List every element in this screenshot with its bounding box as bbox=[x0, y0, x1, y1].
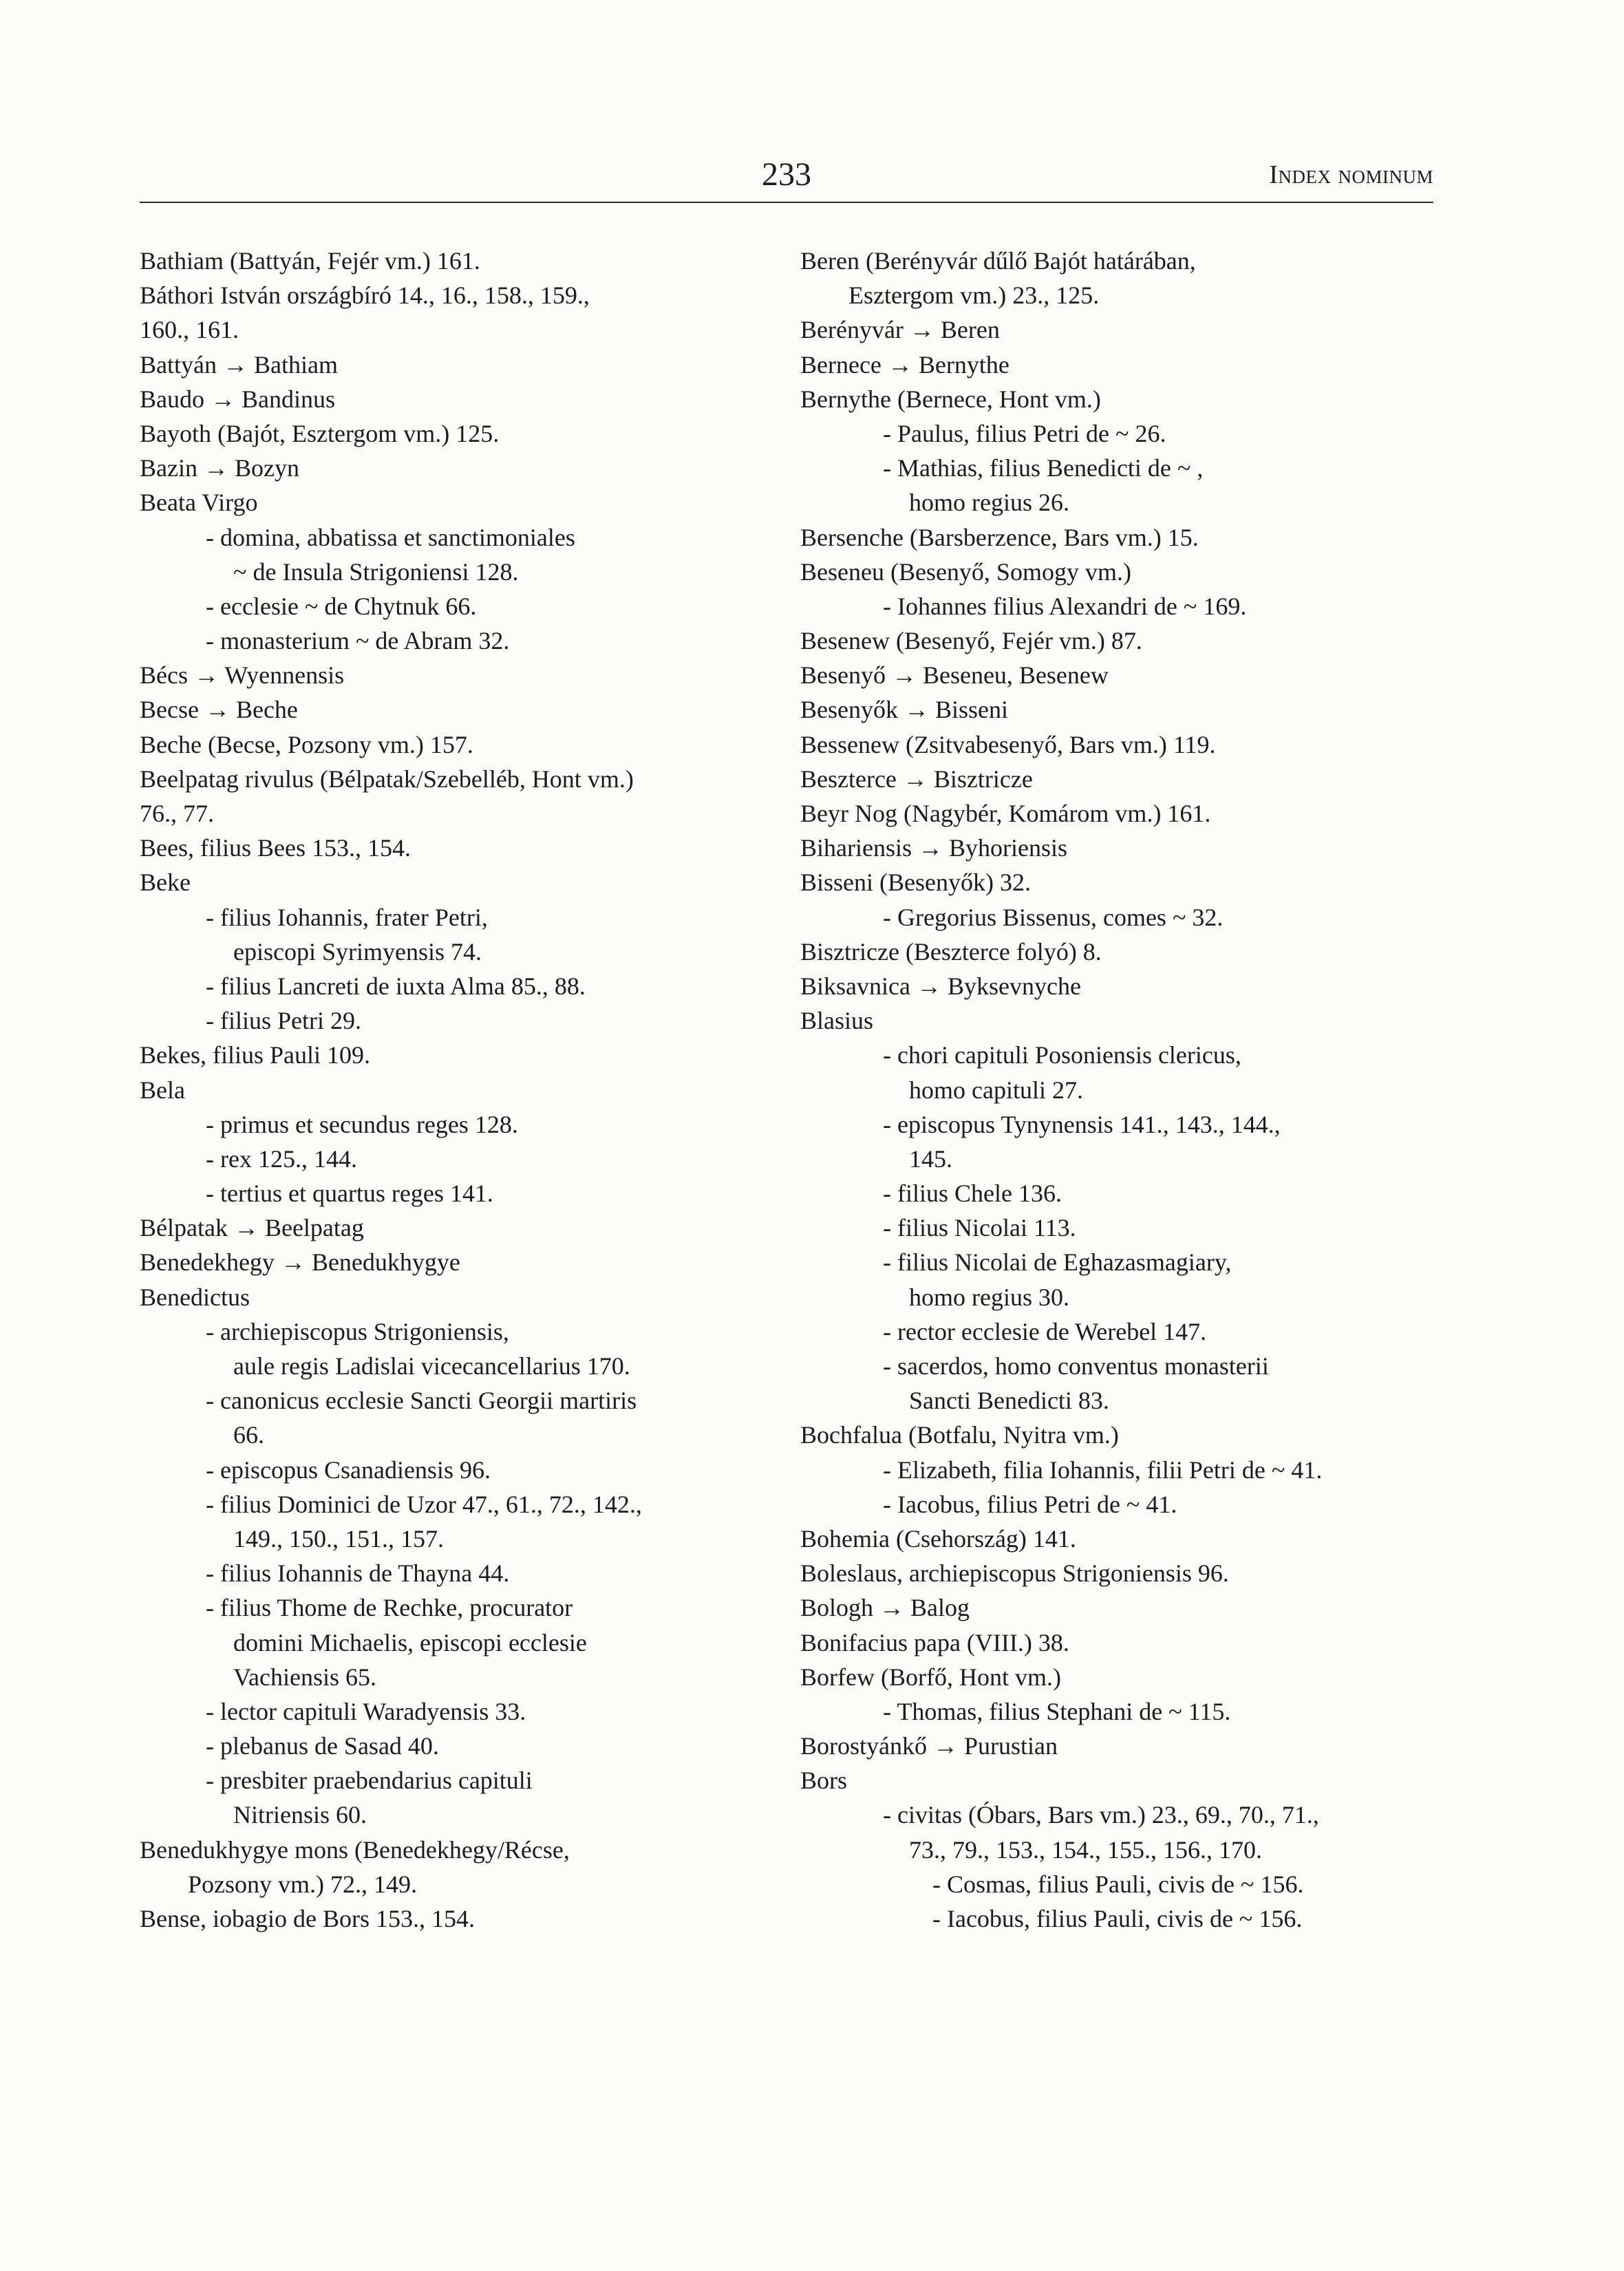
index-entry: Beyr Nog (Nagybér, Komárom vm.) 161. bbox=[800, 800, 1211, 827]
index-entry: 160., 161. bbox=[140, 316, 239, 344]
index-entry: - civitas (Óbars, Bars vm.) 23., 69., 70., 71., bbox=[883, 1801, 1319, 1829]
index-entry: Bekes, filius Pauli 109. bbox=[140, 1041, 370, 1069]
index-entry: Beren (Berényvár dűlő Bajót határában, bbox=[800, 247, 1196, 275]
index-entry: - Paulus, filius Petri de ~ 26. bbox=[883, 419, 1166, 447]
index-entry: Borostyánkő → Purustian bbox=[800, 1732, 1058, 1760]
index-entry: - episcopus Csanadiensis 96. bbox=[206, 1456, 491, 1484]
index-entry: Báthori István országbíró 14., 16., 158., 159., bbox=[140, 281, 590, 310]
index-entry: Bisseni (Besenyők) 32. bbox=[800, 868, 1031, 897]
index-entry: Benedukhygye mons (Benedekhegy/Récse, bbox=[140, 1835, 570, 1864]
page-number: 233 bbox=[762, 156, 811, 193]
index-entry: - sacerdos, homo conventus monasterii bbox=[883, 1352, 1269, 1380]
index-entry: Beelpatag rivulus (Bélpatak/Szebelléb, Hont vm.) bbox=[140, 765, 634, 793]
index-entry: - rector ecclesie de Werebel 147. bbox=[883, 1317, 1207, 1345]
index-entry: Becse → Beche bbox=[140, 696, 298, 724]
index-entry: 145. bbox=[909, 1144, 952, 1173]
index-entry: - primus et secundus reges 128. bbox=[206, 1110, 518, 1138]
index-entry: - Elizabeth, filia Iohannis, filii Petri de ~ 41. bbox=[883, 1456, 1323, 1484]
index-entry: Beke bbox=[140, 868, 191, 897]
index-entry: Blasius bbox=[800, 1007, 874, 1035]
index-entry: Bernythe (Bernece, Hont vm.) bbox=[800, 385, 1101, 413]
index-entry: Bisztricze (Beszterce folyó) 8. bbox=[800, 937, 1102, 966]
index-entry: Bologh → Balog bbox=[800, 1594, 970, 1622]
page-header bbox=[140, 147, 1433, 202]
index-column-right bbox=[800, 244, 1447, 1936]
index-entry: aule regis Ladislai vicecancellarius 170. bbox=[233, 1352, 630, 1380]
index-entry: Pozsony vm.) 72., 149. bbox=[188, 1870, 417, 1898]
index-entry: homo regius 30. bbox=[909, 1283, 1069, 1311]
index-entry: Bazin → Bozyn bbox=[140, 454, 299, 482]
index-entry: Beata Virgo bbox=[140, 489, 258, 517]
index-entry: Esztergom vm.) 23., 125. bbox=[848, 281, 1100, 310]
index-entry: - archiepiscopus Strigoniensis, bbox=[206, 1317, 509, 1345]
index-entry: Benedictus bbox=[140, 1283, 250, 1311]
index-entry: ~ de Insula Strigoniensi 128. bbox=[233, 557, 519, 586]
index-entry: Battyán → Bathiam bbox=[140, 350, 338, 378]
index-entry: Bees, filius Bees 153., 154. bbox=[140, 834, 411, 862]
index-entry: domini Michaelis, episcopi ecclesie bbox=[233, 1628, 587, 1656]
index-entry: Besenew (Besenyő, Fejér vm.) 87. bbox=[800, 627, 1142, 655]
index-entry: Besenyő → Beseneu, Besenew bbox=[800, 661, 1109, 690]
running-title: Index nominum bbox=[1269, 160, 1433, 189]
index-entry: - filius Petri 29. bbox=[206, 1007, 361, 1035]
index-entry: - canonicus ecclesie Sancti Georgii martiris bbox=[206, 1387, 637, 1415]
index-entry: Bonifacius papa (VIII.) 38. bbox=[800, 1628, 1069, 1656]
index-entry: episcopi Syrimyensis 74. bbox=[233, 937, 482, 966]
index-entry: Bathiam (Battyán, Fejér vm.) 161. bbox=[140, 247, 480, 275]
index-entry: Bernece → Bernythe bbox=[800, 350, 1009, 378]
index-entry: Bécs → Wyennensis bbox=[140, 661, 345, 690]
index-entry: Bela bbox=[140, 1076, 185, 1104]
index-entry: - Iacobus, filius Pauli, civis de ~ 156. bbox=[932, 1905, 1303, 1932]
index-entry: Bayoth (Bajót, Esztergom vm.) 125. bbox=[140, 419, 500, 447]
index-entry: - plebanus de Sasad 40. bbox=[206, 1732, 439, 1760]
index-entry: - Gregorius Bissenus, comes ~ 32. bbox=[883, 903, 1224, 931]
index-entry: Beszterce → Bisztricze bbox=[800, 765, 1033, 793]
index-entry: Bélpatak → Beelpatag bbox=[140, 1214, 364, 1242]
index-entry: Beseneu (Besenyő, Somogy vm.) bbox=[800, 557, 1131, 586]
index-entry: 76., 77. bbox=[140, 800, 214, 827]
index-entry: Bochfalua (Botfalu, Nyitra vm.) bbox=[800, 1421, 1119, 1449]
index-entry: Biksavnica → Byksevnyche bbox=[800, 972, 1081, 1000]
index-entry: - monasterium ~ de Abram 32. bbox=[206, 627, 510, 655]
index-entry: - filius Dominici de Uzor 47., 61., 72., 142., bbox=[206, 1490, 642, 1518]
header-rule bbox=[140, 202, 1433, 203]
index-entry: Bessenew (Zsitvabesenyő, Bars vm.) 119. bbox=[800, 730, 1216, 758]
index-entry: Benedekhegy → Benedukhygye bbox=[140, 1248, 460, 1277]
index-entry: - filius Chele 136. bbox=[883, 1180, 1062, 1208]
index-entry: - filius Nicolai de Eghazasmagiary, bbox=[883, 1248, 1232, 1277]
index-entry: - filius Iohannis de Thayna 44. bbox=[206, 1559, 510, 1588]
index-entry: - ecclesie ~ de Chytnuk 66. bbox=[206, 592, 477, 620]
index-entry: Bense, iobagio de Bors 153., 154. bbox=[140, 1905, 475, 1932]
index-entry: 149., 150., 151., 157. bbox=[233, 1524, 444, 1553]
index-entry: - tertius et quartus reges 141. bbox=[206, 1180, 493, 1208]
index-entry: homo capituli 27. bbox=[909, 1076, 1083, 1104]
index-entry: - filius Nicolai 113. bbox=[883, 1214, 1076, 1242]
index-entry: Bihariensis → Byhoriensis bbox=[800, 834, 1067, 862]
index-entry: Beche (Becse, Pozsony vm.) 157. bbox=[140, 730, 473, 758]
index-entry: - filius Thome de Rechke, procurator bbox=[206, 1594, 573, 1622]
index-entry: - rex 125., 144. bbox=[206, 1144, 357, 1173]
index-entry: Bersenche (Barsberzence, Bars vm.) 15. bbox=[800, 523, 1199, 551]
index-entry: Bors bbox=[800, 1767, 848, 1795]
index-entry: - episcopus Tynynensis 141., 143., 144., bbox=[883, 1110, 1281, 1138]
index-entry: Besenyők → Bisseni bbox=[800, 696, 1008, 724]
index-entry: - presbiter praebendarius capituli bbox=[206, 1767, 533, 1795]
index-entry: Vachiensis 65. bbox=[233, 1663, 376, 1691]
index-entry: Baudo → Bandinus bbox=[140, 385, 335, 413]
index-entry: Nitriensis 60. bbox=[233, 1801, 367, 1829]
index-entry: 66. bbox=[233, 1421, 264, 1449]
index-entry: homo regius 26. bbox=[909, 489, 1069, 517]
index-entry: - Mathias, filius Benedicti de ~ , bbox=[883, 454, 1204, 482]
index-entry: - chori capituli Posoniensis clericus, bbox=[883, 1041, 1241, 1069]
index-entry: - Cosmas, filius Pauli, civis de ~ 156. bbox=[932, 1870, 1304, 1898]
index-entry: Boleslaus, archiepiscopus Strigoniensis 96. bbox=[800, 1559, 1229, 1588]
index-entry: - filius Iohannis, frater Petri, bbox=[206, 903, 488, 931]
index-entry: Sancti Benedicti 83. bbox=[909, 1387, 1109, 1415]
index-entry: Berényvár → Beren bbox=[800, 316, 1000, 344]
index-entry: 73., 79., 153., 154., 155., 156., 170. bbox=[909, 1835, 1262, 1864]
index-entry: - lector capituli Waradyensis 33. bbox=[206, 1697, 526, 1725]
index-entry: - Iohannes filius Alexandri de ~ 169. bbox=[883, 592, 1247, 620]
index-entry: - Iacobus, filius Petri de ~ 41. bbox=[883, 1490, 1177, 1518]
index-entry: - Thomas, filius Stephani de ~ 115. bbox=[883, 1697, 1231, 1725]
index-entry: Borfew (Borfő, Hont vm.) bbox=[800, 1663, 1061, 1691]
index-column-left bbox=[140, 244, 787, 1936]
index-entry: - domina, abbatissa et sanctimoniales bbox=[206, 523, 575, 551]
index-entry: Bohemia (Csehország) 141. bbox=[800, 1524, 1076, 1553]
index-entry: - filius Lancreti de iuxta Alma 85., 88. bbox=[206, 972, 586, 1000]
